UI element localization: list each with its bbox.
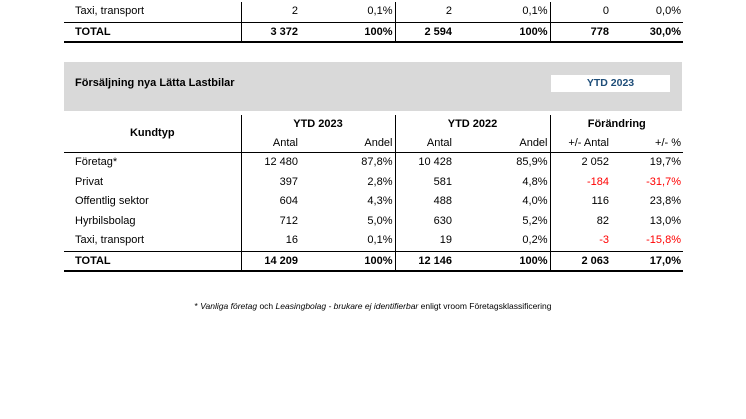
row-ytd2022-antal: 630 bbox=[395, 212, 454, 232]
row-ytd2022-antal: 581 bbox=[395, 173, 454, 193]
row-ytd2023-andel: 0,1% bbox=[367, 234, 393, 247]
row-diff-pct: -15,8% bbox=[646, 234, 681, 247]
row-diff-antal: -184 bbox=[550, 173, 611, 193]
period-badge: YTD 2023 bbox=[551, 75, 670, 92]
row-ytd2023-andel: 5,0% bbox=[367, 214, 393, 227]
row-ytd2022-antal: 19 bbox=[395, 231, 454, 251]
row-ytd2023-andel: 0,1% bbox=[367, 5, 393, 17]
row-diff-pct: 13,0% bbox=[649, 214, 681, 227]
section-header bbox=[64, 62, 682, 111]
footnote-text-3: Leasingbolag - brukare ej identifierbar bbox=[275, 301, 419, 311]
row-kundtyp: Taxi, transport bbox=[75, 234, 145, 247]
total-ytd2022-antal: 2 594 bbox=[395, 22, 454, 42]
total-diff-pct: 30,0% bbox=[611, 22, 683, 42]
row-ytd2022-andel: 4,0% bbox=[522, 195, 548, 208]
total-diff-antal: 778 bbox=[550, 22, 611, 42]
total-ytd2023-andel: 100% bbox=[300, 22, 395, 42]
row-ytd2022-andel: 4,8% bbox=[522, 175, 548, 188]
previous-sales-table bbox=[64, 2, 683, 43]
total-ytd2022-antal: 12 146 bbox=[395, 251, 454, 271]
row-diff-antal: 82 bbox=[550, 212, 611, 232]
header-kundtyp: Kundtyp bbox=[64, 115, 241, 153]
total-ytd2023-andel: 100% bbox=[300, 251, 395, 271]
total-label: TOTAL bbox=[64, 251, 241, 271]
row-ytd2023-antal: 12 480 bbox=[241, 153, 300, 173]
header-antal-2023: Antal bbox=[241, 134, 300, 153]
total-ytd2023-antal: 14 209 bbox=[241, 251, 300, 271]
row-ytd2023-antal: 16 bbox=[241, 231, 300, 251]
table-row bbox=[64, 231, 683, 251]
header-andel-2022: Andel bbox=[454, 134, 550, 153]
row-ytd2023-andel: 87,8% bbox=[361, 156, 393, 168]
row-diff-antal: 2 052 bbox=[550, 153, 611, 173]
row-diff-pct: -31,7% bbox=[646, 175, 681, 188]
total-diff-antal: 2 063 bbox=[550, 251, 611, 271]
total-label: TOTAL bbox=[64, 22, 241, 42]
table-row bbox=[64, 173, 683, 193]
row-diff-antal: 116 bbox=[550, 192, 611, 212]
header-antal-2022: Antal bbox=[395, 134, 454, 153]
row-ytd2022-antal: 2 bbox=[395, 2, 454, 22]
row-diff-antal: 0 bbox=[550, 2, 611, 22]
row-ytd2022-antal: 488 bbox=[395, 192, 454, 212]
footnote-text-2: och bbox=[259, 301, 274, 311]
row-diff-pct: 23,8% bbox=[649, 195, 681, 208]
footnote-star: * bbox=[194, 301, 198, 311]
row-ytd2023-antal: 397 bbox=[241, 173, 300, 193]
footnote bbox=[0, 301, 746, 311]
row-ytd2022-andel: 85,9% bbox=[516, 156, 548, 168]
row-ytd2023-andel: 4,3% bbox=[367, 195, 393, 208]
row-diff-pct: 0,0% bbox=[655, 5, 681, 17]
row-ytd2022-andel: 0,1% bbox=[522, 5, 548, 17]
row-ytd2022-andel: 0,2% bbox=[522, 234, 548, 247]
table-row bbox=[64, 153, 683, 173]
total-ytd2022-andel: 100% bbox=[454, 251, 550, 271]
total-row bbox=[64, 251, 683, 271]
row-kundtyp: Taxi, transport bbox=[75, 5, 145, 17]
footnote-text-4: enligt vroom Företagsklassificering bbox=[420, 301, 552, 311]
total-ytd2022-andel: 100% bbox=[454, 22, 550, 42]
total-row bbox=[64, 22, 683, 42]
header-group-ytd2023: YTD 2023 bbox=[241, 115, 395, 134]
row-diff-antal: -3 bbox=[550, 231, 611, 251]
table-row bbox=[64, 212, 683, 232]
row-ytd2023-antal: 2 bbox=[241, 2, 300, 22]
table-row bbox=[64, 2, 683, 22]
row-diff-pct: 19,7% bbox=[649, 156, 681, 168]
row-kundtyp: Privat bbox=[75, 175, 104, 188]
total-ytd2023-antal: 3 372 bbox=[241, 22, 300, 42]
total-diff-pct: 17,0% bbox=[611, 251, 683, 271]
row-ytd2023-andel: 2,8% bbox=[367, 175, 393, 188]
light-trucks-sales-table bbox=[64, 115, 683, 272]
row-kundtyp: Hyrbilsbolag bbox=[75, 214, 136, 227]
header-diff-pct: +/- % bbox=[611, 134, 683, 153]
row-ytd2022-antal: 10 428 bbox=[395, 153, 454, 173]
section-title: Försäljning nya Lätta Lastbilar bbox=[75, 77, 235, 89]
header-row-groups bbox=[64, 115, 683, 134]
row-kundtyp: Offentlig sektor bbox=[75, 195, 149, 208]
header-group-ytd2022: YTD 2022 bbox=[395, 115, 550, 134]
row-ytd2023-antal: 604 bbox=[241, 192, 300, 212]
header-group-change: Förändring bbox=[550, 115, 683, 134]
header-andel-2023: Andel bbox=[300, 134, 395, 153]
row-ytd2022-andel: 5,2% bbox=[522, 214, 548, 227]
table-row bbox=[64, 192, 683, 212]
footnote-text-1: Vanliga företag bbox=[200, 301, 258, 311]
row-ytd2023-antal: 712 bbox=[241, 212, 300, 232]
row-kundtyp: Företag* bbox=[75, 156, 118, 168]
header-diff-antal: +/- Antal bbox=[550, 134, 611, 153]
